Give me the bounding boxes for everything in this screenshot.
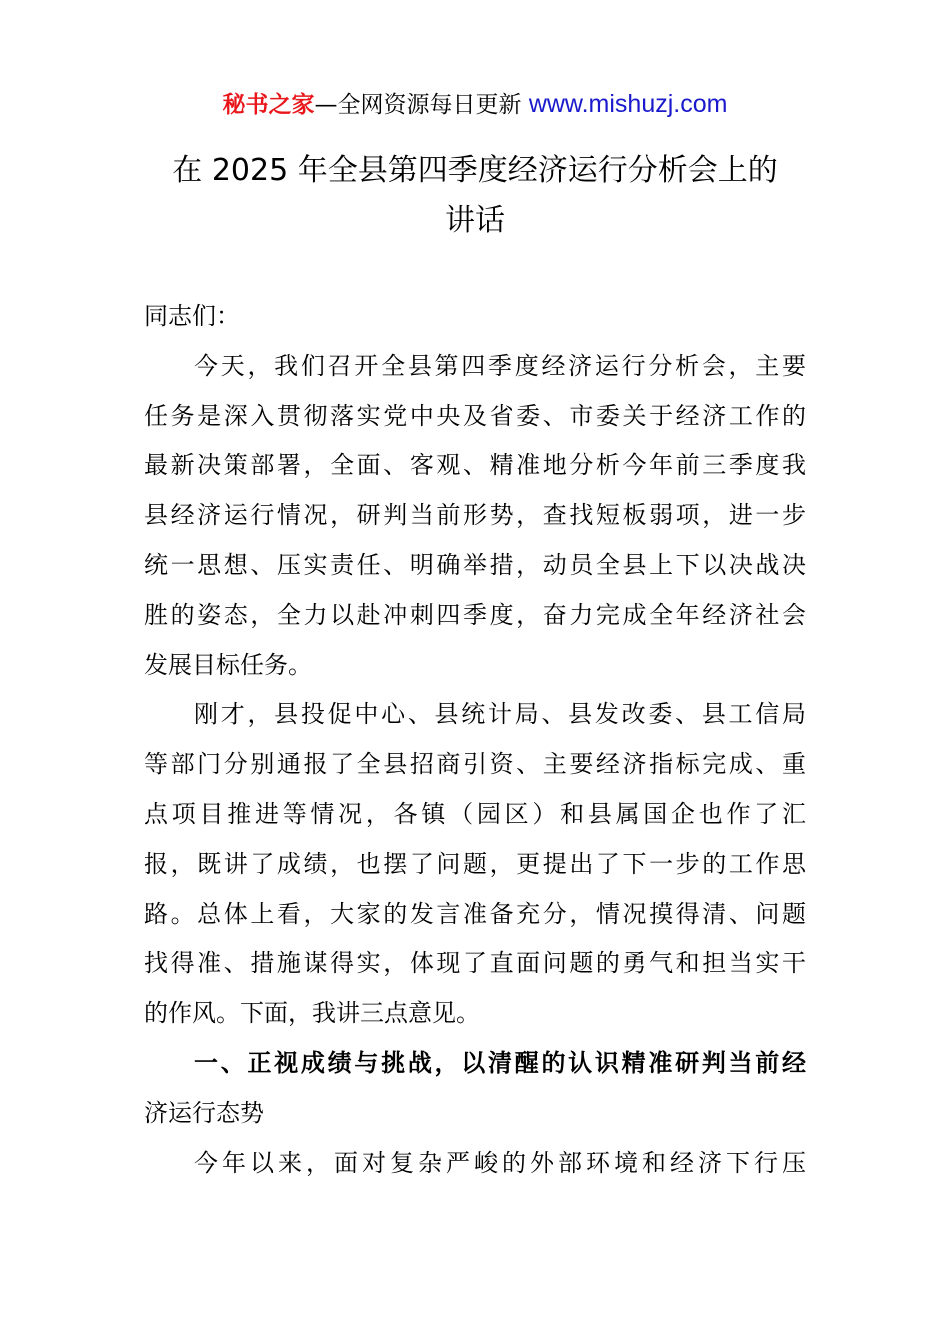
text-line: 任务是深入贯彻落实党中央及省委、市委关于经济工作的 [144,401,806,430]
paragraph-section-1 [144,1139,806,1189]
title-line-2: 讲话 [445,203,505,238]
text-line: 统一思想、压实责任、明确举措，动员全县上下以决战决 [144,550,806,579]
section-heading-1 [144,1039,806,1139]
site-url-link[interactable]: www.mishuzj.com [528,90,728,118]
document-body [144,292,806,1188]
document-title [0,146,950,246]
title-line-1: 在 2025 年全县第四季度经济运行分析会上的 [172,153,778,188]
text-line: 刚才，县投促中心、县统计局、县发改委、县工信局 [194,700,806,729]
brand-name: 秘书之家 [222,92,315,118]
text-line: 今天，我们召开全县第四季度经济运行分析会，主要 [194,351,806,380]
text-line: 发展目标任务。 [144,650,312,679]
heading-line: 济运行态势 [144,1098,264,1127]
heading-line: 一、正视成绩与挑战，以清醒的认识精准研判当前经 [194,1048,806,1077]
salutation: 同志们： [144,302,240,330]
text-line: 等部门分别通报了全县招商引资、主要经济指标完成、重 [144,750,806,779]
banner-slogan: —全网资源每日更新 [314,92,529,118]
text-line: 路。总体上看，大家的发言准备充分，情况摸得清、问题 [144,899,806,928]
text-line: 找得准、措施谋得实，体现了直面问题的勇气和担当实干 [144,949,806,978]
text-line: 今年以来，面对复杂严峻的外部环境和经济下行压 [194,1148,806,1177]
text-line: 的作风。下面，我讲三点意见。 [144,999,480,1028]
text-line: 胜的姿态，全力以赴冲刺四季度，奋力完成全年经济社会 [144,600,806,629]
text-line: 县经济运行情况，研判当前形势，查找短板弱项，进一步 [144,501,806,530]
paragraph-intro [144,342,806,691]
text-line: 点项目推进等情况，各镇（园区）和县属国企也作了汇 [144,799,806,828]
site-banner [0,88,950,121]
paragraph-reports [144,690,806,1039]
text-line: 最新决策部署，全面、客观、精准地分析今年前三季度我 [144,451,806,480]
text-line: 报，既讲了成绩，也摆了问题，更提出了下一步的工作思 [144,849,806,878]
